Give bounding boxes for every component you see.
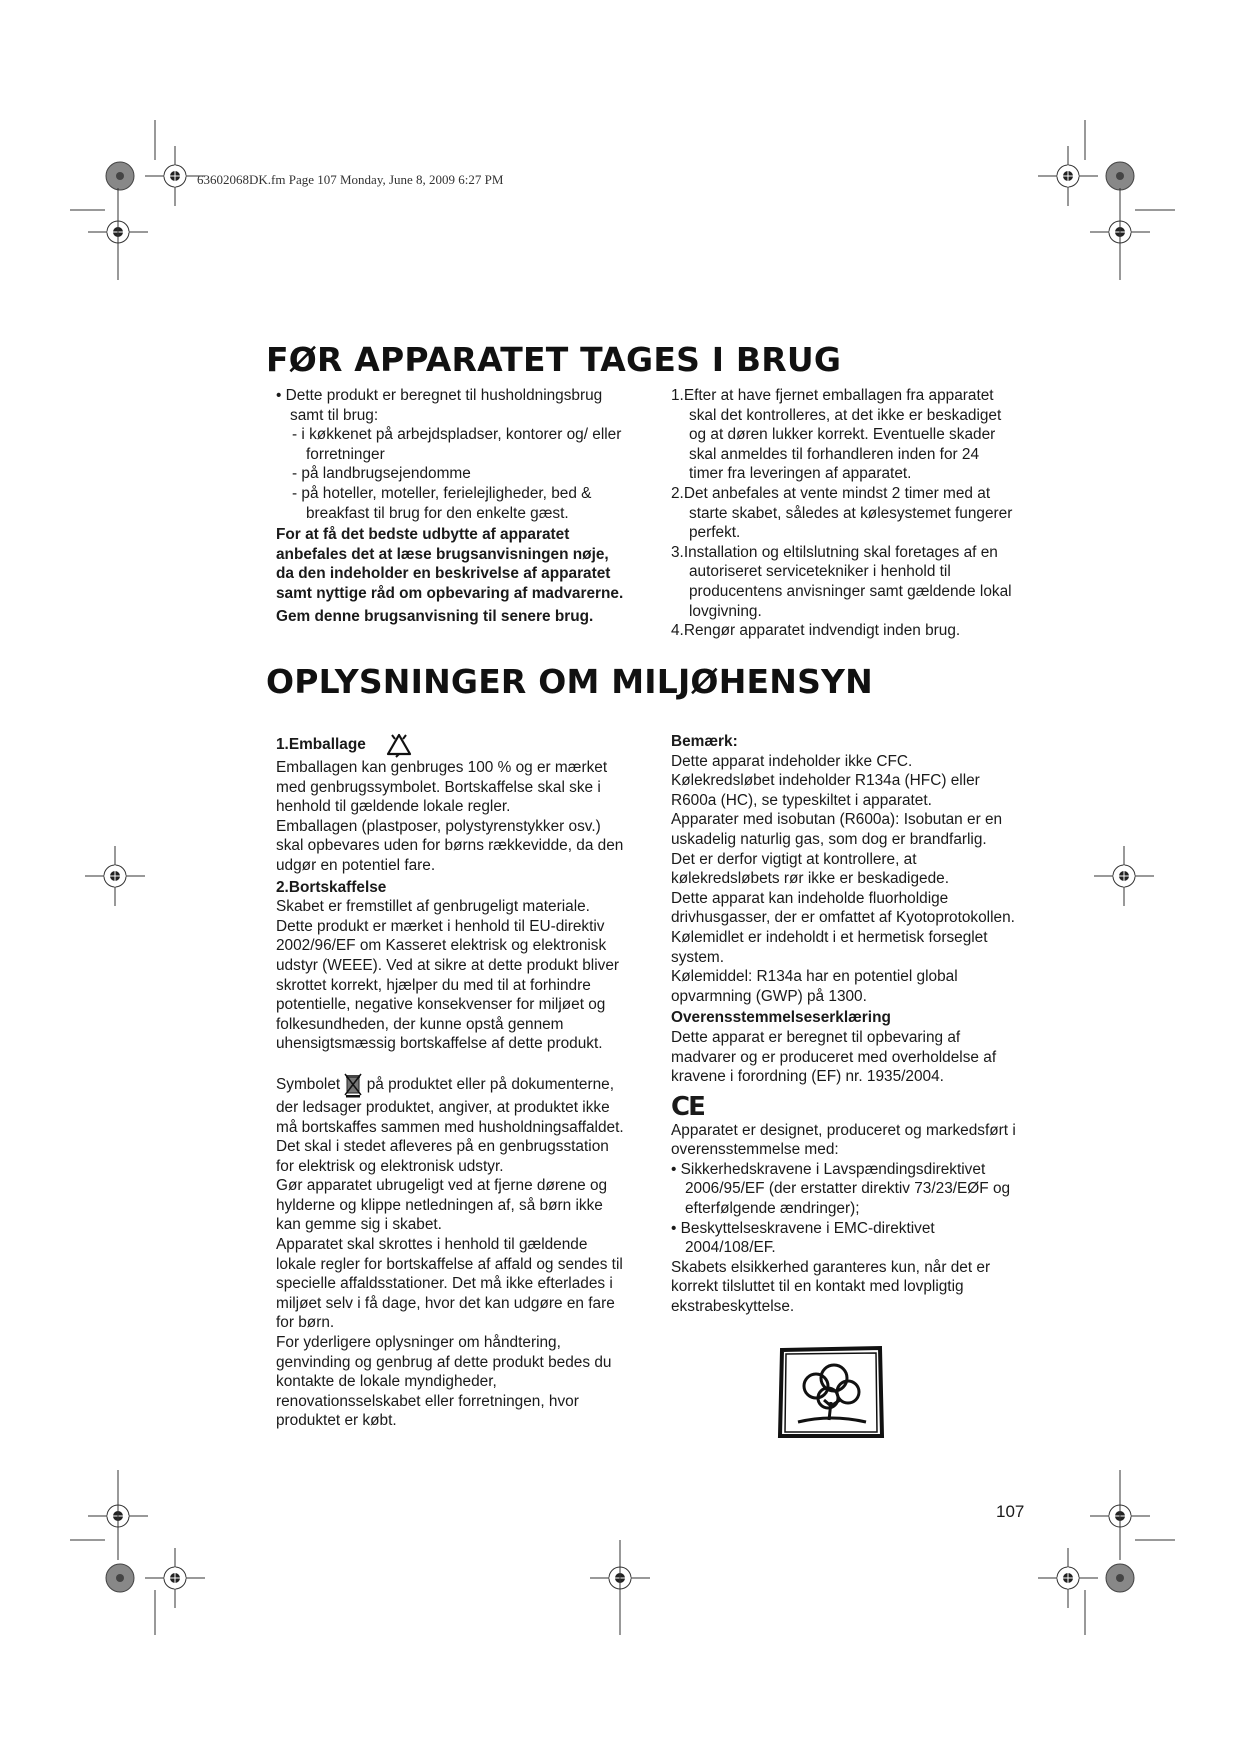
conformity-heading: Overensstemmelseserklæring [671, 1009, 891, 1027]
environment-left-column [276, 730, 626, 1431]
step-item: 3.Installation og eltilslutning skal foretages af en autoriseret servicetekniker i henhold til producentens anvisninger samt gældende lokal lovgivning. [671, 543, 1012, 620]
recycle-icon [384, 732, 414, 758]
use-item: - i køkkenet på arbejdspladser, kontorer og/ eller forretninger [292, 426, 622, 463]
environment-right-column [671, 730, 1016, 1317]
weee-bin-icon [344, 1072, 362, 1098]
electrical-safety-text: Skabets elsikkerhed garanteres kun, når det er korrekt tilsluttet til en kontakt med lovpligtig ekstrabeskyttelse. [671, 1258, 991, 1316]
scrapping-text: Apparatet skal skrottes i henhold til gældende lokale regler for bortskaffelse af affald og sendes til specielle affaldsstationer. Det må ikke efterlades i miljøet selv i få dage, hvor det kan udgøre en fare for børn. [276, 1236, 623, 1332]
refrigerant-note: Kølekredsløbet indeholder R134a (HFC) eller R600a (HC), se typeskiltet i apparatet. [671, 772, 980, 809]
tree-environment-icon [776, 1344, 886, 1440]
disable-appliance-text: Gør apparatet ubrugeligt ved at fjerne dørene og hylderne og klippe netledningen af, så børn ikke kan gemme sig i skabet. [276, 1177, 608, 1234]
before-use-left-column [276, 386, 626, 626]
disposal-heading: 2.Bortskaffelse [276, 878, 387, 896]
directive-item: • Sikkerhedskravene i Lavspændingsdirektivet 2006/95/EF (der erstatter direktiv 73/23/EØF og efterfølgende ændringer); [671, 1160, 1011, 1218]
directive-item: • Beskyttelseskravene i EMC-direktivet 2004/108/EF. [671, 1219, 935, 1257]
use-item: - på hoteller, moteller, ferielejligheder, bed & breakfast til brug for den enkelte gæst. [292, 484, 592, 522]
sealed-system-note: Kølemidlet er indeholdt i et hermetisk forseglet system. [671, 928, 988, 966]
check-pipes-note: Det er derfor vigtigt at kontrollere, at kølekredsløbets rør ikke er beskadigede. [671, 850, 949, 888]
file-header: 63602068DK.fm Page 107 Monday, June 8, 2009 6:27 PM [197, 172, 504, 187]
step-item: 4.Rengør apparatet indvendigt inden brug. [671, 622, 961, 640]
further-info-text: For yderligere oplysninger om håndtering, genvinding og genbrug af dette produkt bedes du kontakte de lokale myndigheder, renovationsselskabet eller forretningen, hvor produktet er købt. [276, 1334, 612, 1430]
food-contact-text: Dette apparat er beregnet til opbevaring af madvarer og er produceret med overholdelse af kravene i forordning (EF) nr. 1935/2004. [671, 1028, 997, 1086]
compliance-text: Apparatet er designet, produceret og markedsført i overensstemmelse med: [671, 1121, 1016, 1159]
section-title-before-use: FØR APPARATET TAGES I BRUG [266, 340, 842, 379]
symbol-label: Symbolet [276, 1075, 341, 1093]
page-number: 107 [996, 1502, 1025, 1521]
step-item: 2.Det anbefales at vente mindst 2 timer med at starte skabet, således at kølesystemet fungerer perfekt. [671, 484, 1013, 542]
weee-text: Dette produkt er mærket i henhold til EU-direktiv 2002/96/EF om Kasseret elektrisk og elektronisk udstyr (WEEE). Ved at sikre at dette produkt bliver skrottet korrekt, hjælper du med til at forhindre potentielle, negative konsekvenser for miljøet og folkesundheden, der kunne opstå gennem uhensigtsmæssig bortskaffelse af dette produkt. [276, 917, 620, 1053]
keep-manual-note: Gem denne brugsanvisning til senere brug. [276, 607, 594, 625]
note-heading: Bemærk: [671, 733, 738, 750]
isobutane-note: Apparater med isobutan (R600a): Isobutan er en uskadelig naturlig gas, som dog er brandfarlig. [671, 811, 1003, 848]
before-use-right-column [671, 386, 1016, 641]
section-title-environment: OPLYSNINGER OM MILJØHENSYN [266, 662, 873, 701]
packaging-heading: 1.Emballage [276, 736, 366, 754]
cfc-note: Dette apparat indeholder ikke CFC. [671, 752, 913, 770]
ce-mark: CE [671, 1091, 704, 1122]
fluorinated-gas-note: Dette apparat kan indeholde fluorholdige drivhusgasser, der er omfattet af Kyotoprotokollen. [671, 889, 1015, 927]
weee-symbol-text: på produktet eller på dokumenterne, der ledsager produktet, angiver, at produktet ikke må bortskaffes sammen med husholdningsaffaldet. Det skal i stedet afleveres på en genbrugsstation for elektrisk og elektronisk udstyr. [276, 1075, 624, 1175]
intended-use-bullet: • Dette produkt er beregnet til husholdningsbrug samt til brug: [276, 387, 603, 424]
use-item: - på landbrugsejendomme [292, 465, 471, 483]
disposal-text: Skabet er fremstillet af genbrugeligt materiale. [276, 898, 590, 916]
packaging-warning: Emballagen (plastposer, polystyrenstykker osv.) skal opbevares uden for børns rækkevidde, da den udgør en potentiel fare. [276, 817, 624, 874]
gwp-note: Kølemiddel: R134a har en potentiel global opvarmning (GWP) på 1300. [671, 968, 958, 1005]
packaging-text: Emballagen kan genbruges 100 % og er mærket med genbrugssymbolet. Bortskaffelse skal ske i henhold til gældende lokale regler. [276, 759, 608, 816]
step-item: 1.Efter at have fjernet emballagen fra apparatet skal det kontrolleres, at det ikke er beskadiget og at døren lukker korrekt. Eventuelle skader skal anmeldes til forhandleren inden for 24 timer fra leveringen af apparatet. [671, 387, 1002, 483]
read-manual-note: For at få det bedste udbytte af apparatet anbefales det at læse brugsanvisningen nøje, da den indeholder en beskrivelse af apparatet samt nyttige råd om opbevaring af madvarerne. [276, 526, 624, 602]
